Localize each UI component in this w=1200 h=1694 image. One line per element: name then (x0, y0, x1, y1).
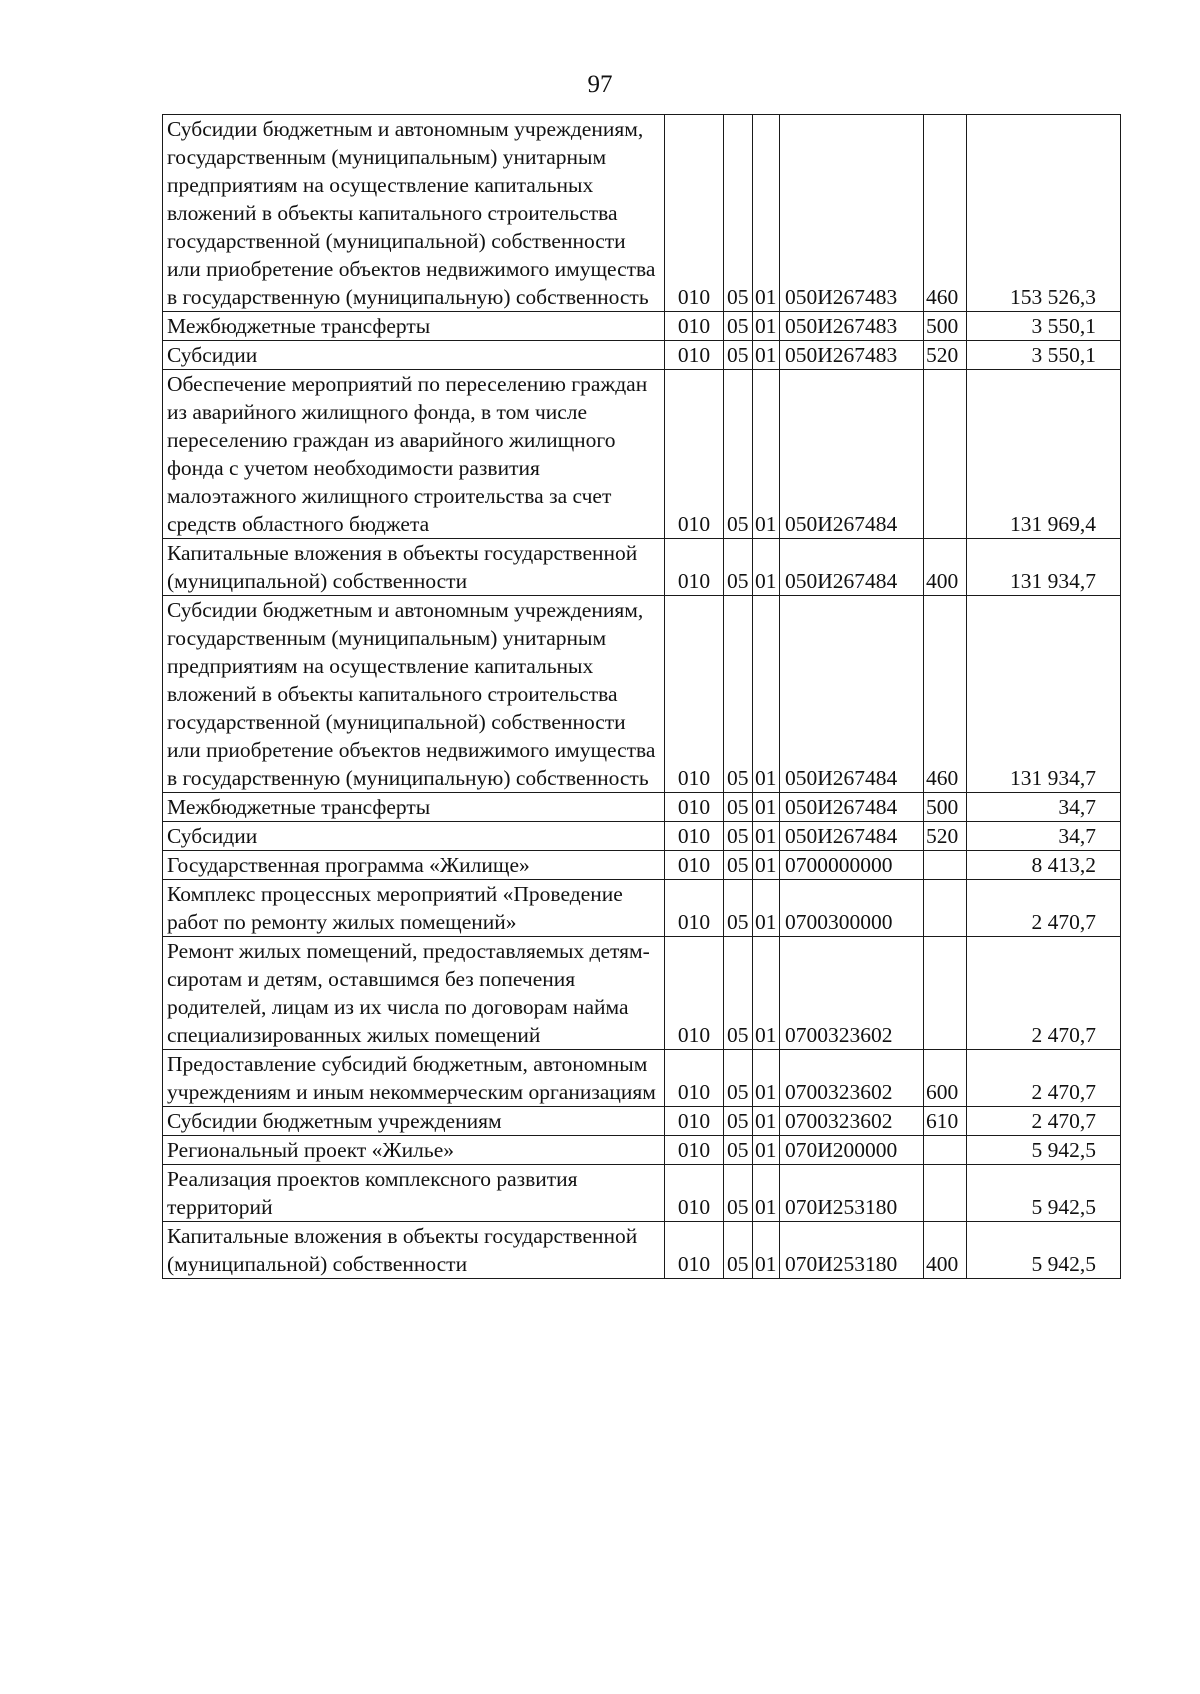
row-expense-type-code: 460 (924, 596, 967, 793)
row-target-article-code: 0700300000 (780, 880, 924, 937)
row-amount: 3 550,1 (967, 312, 1121, 341)
row-name-cell: Государственная программа «Жилище» (163, 851, 665, 880)
row-amount: 34,7 (967, 822, 1121, 851)
row-expense-type-code (924, 851, 967, 880)
row-name-cell: Региональный проект «Жилье» (163, 1136, 665, 1165)
row-name-cell: Капитальные вложения в объекты государственной (муниципальной) собственности (163, 539, 665, 596)
row-expense-type-code: 520 (924, 341, 967, 370)
row-section-code: 05 (724, 341, 753, 370)
row-name-cell: Ремонт жилых помещений, предоставляемых детям-сиротам и детям, оставшимся без попечения родителей, лицам из их числа по договорам найма специализированных жилых помещений (163, 937, 665, 1050)
row-section-code: 05 (724, 370, 753, 539)
row-expense-type-code: 400 (924, 1222, 967, 1279)
row-expense-type-code: 460 (924, 115, 967, 312)
row-glava-code: 010 (665, 793, 724, 822)
table-row (163, 341, 1121, 370)
row-target-article-code: 070И253180 (780, 1165, 924, 1222)
row-expense-type-code: 600 (924, 1050, 967, 1107)
row-amount: 131 934,7 (967, 596, 1121, 793)
row-target-article-code: 050И267483 (780, 115, 924, 312)
row-glava-code: 010 (665, 341, 724, 370)
table-row (163, 539, 1121, 596)
row-glava-code: 010 (665, 937, 724, 1050)
table-body (163, 115, 1121, 1279)
row-glava-code: 010 (665, 1222, 724, 1279)
row-amount: 131 934,7 (967, 539, 1121, 596)
row-subsection-code: 01 (753, 1136, 780, 1165)
row-subsection-code: 01 (753, 1050, 780, 1107)
row-expense-type-code (924, 880, 967, 937)
table-row (163, 370, 1121, 539)
row-amount: 5 942,5 (967, 1222, 1121, 1279)
row-expense-type-code: 610 (924, 1107, 967, 1136)
row-amount: 2 470,7 (967, 880, 1121, 937)
row-target-article-code: 050И267484 (780, 370, 924, 539)
row-glava-code: 010 (665, 1165, 724, 1222)
row-name-cell: Предоставление субсидий бюджетным, автономным учреждениям и иным некоммерческим организациям (163, 1050, 665, 1107)
row-expense-type-code (924, 370, 967, 539)
row-amount: 34,7 (967, 793, 1121, 822)
row-section-code: 05 (724, 1136, 753, 1165)
budget-table (162, 114, 1121, 1279)
table-row (163, 793, 1121, 822)
row-section-code: 05 (724, 115, 753, 312)
row-section-code: 05 (724, 880, 753, 937)
row-subsection-code: 01 (753, 880, 780, 937)
row-target-article-code: 050И267484 (780, 596, 924, 793)
row-expense-type-code (924, 1136, 967, 1165)
row-subsection-code: 01 (753, 341, 780, 370)
row-target-article-code: 0700323602 (780, 937, 924, 1050)
row-name-cell: Субсидии (163, 341, 665, 370)
row-section-code: 05 (724, 1165, 753, 1222)
row-glava-code: 010 (665, 1050, 724, 1107)
row-amount: 5 942,5 (967, 1136, 1121, 1165)
row-target-article-code: 0700000000 (780, 851, 924, 880)
row-glava-code: 010 (665, 596, 724, 793)
row-subsection-code: 01 (753, 596, 780, 793)
table-row (163, 1136, 1121, 1165)
row-amount: 3 550,1 (967, 341, 1121, 370)
row-subsection-code: 01 (753, 1222, 780, 1279)
row-name-cell: Межбюджетные трансферты (163, 312, 665, 341)
row-name-cell: Межбюджетные трансферты (163, 793, 665, 822)
table-row (163, 937, 1121, 1050)
row-section-code: 05 (724, 822, 753, 851)
row-amount: 131 969,4 (967, 370, 1121, 539)
table-row (163, 1165, 1121, 1222)
row-section-code: 05 (724, 793, 753, 822)
row-glava-code: 010 (665, 370, 724, 539)
row-amount: 2 470,7 (967, 1107, 1121, 1136)
table-row (163, 596, 1121, 793)
row-target-article-code: 0700323602 (780, 1107, 924, 1136)
row-target-article-code: 0700323602 (780, 1050, 924, 1107)
row-name-cell: Субсидии (163, 822, 665, 851)
row-name-cell: Субсидии бюджетным и автономным учреждениям, государственным (муниципальным) унитарным предприятиям на осуществление капитальных вложений в объекты капитального строительства государственной (муниципальной) собственности или приобретение объектов недвижимого имущества в государственную (муниципальную) собственность (163, 115, 665, 312)
row-target-article-code: 050И267483 (780, 312, 924, 341)
table-row (163, 115, 1121, 312)
row-target-article-code: 050И267484 (780, 793, 924, 822)
table-row (163, 1107, 1121, 1136)
row-expense-type-code (924, 937, 967, 1050)
row-name-cell: Субсидии бюджетным и автономным учреждениям, государственным (муниципальным) унитарным предприятиям на осуществление капитальных вложений в объекты капитального строительства государственной (муниципальной) собственности или приобретение объектов недвижимого имущества в государственную (муниципальную) собственность (163, 596, 665, 793)
row-glava-code: 010 (665, 539, 724, 596)
row-glava-code: 010 (665, 851, 724, 880)
row-section-code: 05 (724, 851, 753, 880)
row-subsection-code: 01 (753, 539, 780, 596)
row-name-cell: Реализация проектов комплексного развития территорий (163, 1165, 665, 1222)
row-name-cell: Субсидии бюджетным учреждениям (163, 1107, 665, 1136)
row-section-code: 05 (724, 1050, 753, 1107)
row-expense-type-code: 520 (924, 822, 967, 851)
row-glava-code: 010 (665, 880, 724, 937)
row-name-cell: Обеспечение мероприятий по переселению граждан из аварийного жилищного фонда, в том числе переселению граждан из аварийного жилищного фонда с учетом необходимости развития малоэтажного жилищного строительства за счет средств областного бюджета (163, 370, 665, 539)
row-name-cell: Капитальные вложения в объекты государственной (муниципальной) собственности (163, 1222, 665, 1279)
row-expense-type-code: 500 (924, 793, 967, 822)
row-target-article-code: 050И267484 (780, 822, 924, 851)
row-amount: 2 470,7 (967, 937, 1121, 1050)
table-row (163, 880, 1121, 937)
table-row (163, 822, 1121, 851)
row-target-article-code: 050И267484 (780, 539, 924, 596)
row-expense-type-code: 400 (924, 539, 967, 596)
table-row (163, 1050, 1121, 1107)
row-glava-code: 010 (665, 1136, 724, 1165)
page-number: 97 (587, 71, 613, 98)
row-target-article-code: 050И267483 (780, 341, 924, 370)
table-row (163, 851, 1121, 880)
row-expense-type-code (924, 1165, 967, 1222)
table-row (163, 1222, 1121, 1279)
row-subsection-code: 01 (753, 1165, 780, 1222)
table-row (163, 312, 1121, 341)
row-section-code: 05 (724, 539, 753, 596)
row-subsection-code: 01 (753, 370, 780, 539)
row-subsection-code: 01 (753, 793, 780, 822)
row-amount: 5 942,5 (967, 1165, 1121, 1222)
row-glava-code: 010 (665, 822, 724, 851)
row-section-code: 05 (724, 596, 753, 793)
row-section-code: 05 (724, 312, 753, 341)
row-name-cell: Комплекс процессных мероприятий «Проведение работ по ремонту жилых помещений» (163, 880, 665, 937)
row-glava-code: 010 (665, 1107, 724, 1136)
row-target-article-code: 070И200000 (780, 1136, 924, 1165)
row-amount: 8 413,2 (967, 851, 1121, 880)
row-glava-code: 010 (665, 115, 724, 312)
row-subsection-code: 01 (753, 312, 780, 341)
row-section-code: 05 (724, 1222, 753, 1279)
row-glava-code: 010 (665, 312, 724, 341)
row-subsection-code: 01 (753, 937, 780, 1050)
row-amount: 153 526,3 (967, 115, 1121, 312)
row-subsection-code: 01 (753, 851, 780, 880)
row-subsection-code: 01 (753, 115, 780, 312)
row-amount: 2 470,7 (967, 1050, 1121, 1107)
row-subsection-code: 01 (753, 1107, 780, 1136)
row-target-article-code: 070И253180 (780, 1222, 924, 1279)
row-subsection-code: 01 (753, 822, 780, 851)
row-expense-type-code: 500 (924, 312, 967, 341)
row-section-code: 05 (724, 937, 753, 1050)
row-section-code: 05 (724, 1107, 753, 1136)
